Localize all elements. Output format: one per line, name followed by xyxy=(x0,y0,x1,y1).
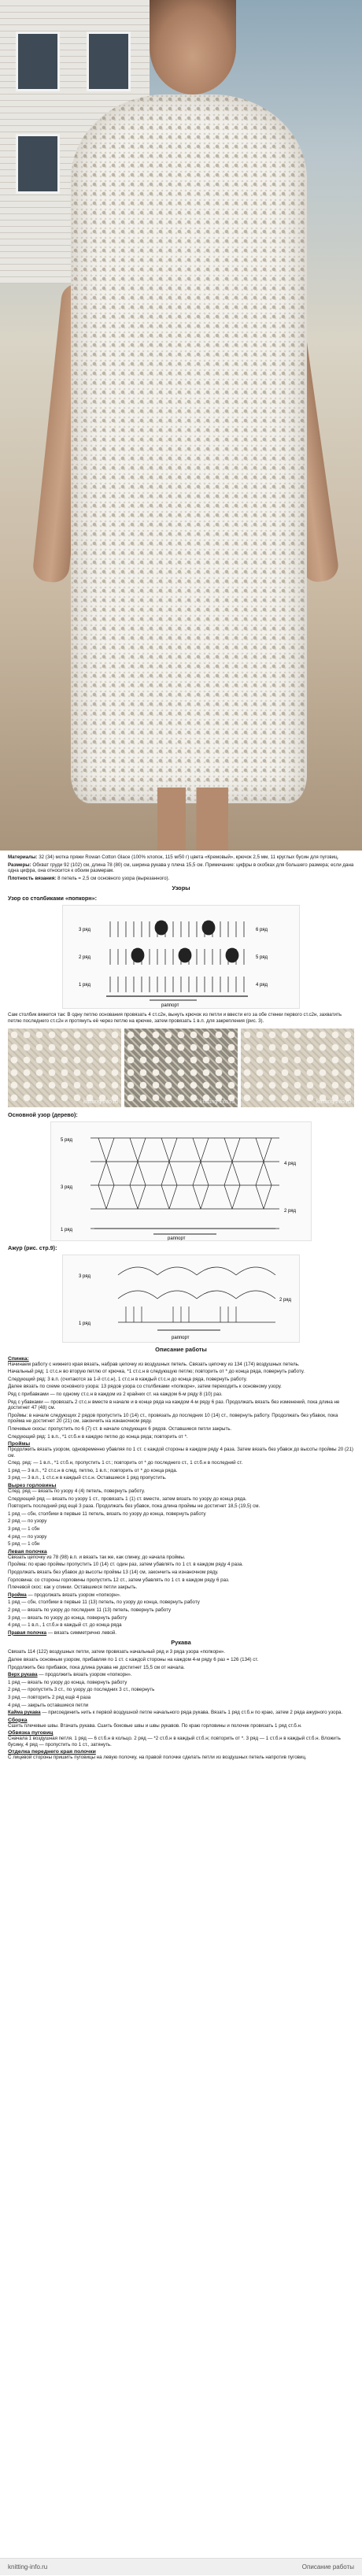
row-label: 1 ряд xyxy=(79,983,91,988)
buttons-text: Сначала 1 воздушная петля. 1 ряд — 6 ст.б.н в кольцо. 2 ряд — *2 ст.б.н в каждый ст.б.н; повторить от *. 3 ряд — 1 ст.б.н в каждый ст.б.н. Вложить бусину, 4 ряд — пропустить по 1 ст., затянуть. xyxy=(8,1736,341,1748)
model-head xyxy=(150,0,236,95)
row-list-item: 4 ряд — по узору xyxy=(8,1533,47,1540)
row-list-item: 3 ряд — повторить 2 ряд ещё 4 раза xyxy=(8,1694,91,1700)
patterns-heading: Узоры xyxy=(172,884,190,892)
shaping-text: Ряд с прибавками — по одному ст.с.н в каждом из 2 крайних ст. на каждом 6-м ряду 8 (10) раз. xyxy=(8,1391,223,1397)
shaping-text: Проймы: в начале следующих 2 рядов пропустить 10 (14) ст., провязать до последних 10 (14) ст., повернуть работу. Продолжать без убавок, пока пройма не достигнет 20 (21) см, закончить на изнаночном ряду. xyxy=(8,1412,338,1425)
left-front-text: Продолжать вязать без убавок до высоты проймы 13 (14) см, закончить на изнаночном ряду. xyxy=(8,1570,219,1575)
row-label: 3 ряд xyxy=(79,928,91,933)
front-edge-text: С лицевой стороны пришить пуговицы на левую полочку, на правой полочке сделать петли из воздушных петель напротив пуговиц. xyxy=(8,1755,307,1761)
back-text: Следующий ряд: 3 в.п. (считаются за 1-й ст.с.н), 1 ст.с.н в каждый ст.с.н до конца ряда, повернуть работу. xyxy=(8,1376,247,1382)
footer-site[interactable]: knitting-info.ru xyxy=(8,2563,48,2570)
pattern-ajour-title: Ажур (рис. стр.9): xyxy=(8,1244,57,1251)
row-label: 5 ряд xyxy=(256,955,268,961)
left-front-heading: Левая полочка xyxy=(8,1548,47,1555)
ajour-diagram xyxy=(62,1255,300,1343)
shaping-text: Плечевые скосы: пропустить по 6 (7) ст. в начале следующих 6 рядов. Оставшиеся петли закрыть. xyxy=(8,1425,232,1432)
pattern-document xyxy=(0,854,362,2575)
row-list-item: 1 ряд — вязать по узору до конца, повернуть работу xyxy=(8,1679,127,1685)
armhole-heading: Проймы xyxy=(8,1441,31,1447)
sleeve-text: Продолжить без прибавок, пока длина рукава не достигнет 15,5 см от начала. xyxy=(8,1664,185,1670)
front-edge-heading: Отделка переднего края полочки xyxy=(8,1749,96,1755)
materials-line: Материалы: 32 (34) мотка пряжи Rowan Cotton Glace (100% хлопок, 115 м/50 г) цвета «Кремовый», крючок 2,5 мм, 11 круглых бусин для пуговиц. xyxy=(8,854,339,860)
neckline-text: Повторить последний ряд ещё 3 раза. Продолжать без убавок, пока длина проймы не достигнет 18,5 (19,5) см. xyxy=(8,1503,260,1510)
rapport-label: раппорт xyxy=(161,1003,179,1009)
buttons-heading: Обвязка пуговиц xyxy=(8,1730,54,1736)
row-label: 5 ряд xyxy=(61,1137,73,1143)
house-window xyxy=(16,32,60,91)
armhole-text: Продолжить вязать узором, одновременно убавляя по 1 ст. с каждой стороны в каждом ряду 4 раза. Затем вязать без убавок до высоты проймы 20 (21) см. xyxy=(8,1447,353,1458)
left-front-text: Плечевой скос: как у спинки. Оставшиеся петли закрыть. xyxy=(8,1585,138,1591)
model-photo xyxy=(0,0,362,851)
sleeve-top-line: Верх рукава — продолжить вязать узором «попкорн». xyxy=(8,1672,132,1678)
popcorn-instructions: Сам столбик вяжется так: В одну петлю основания провязать 4 ст.с2н, вынуть крючок из петли и ввести его за обе стенки первого ст.с2н, захватить петлю последнего ст.с2н и протянуть её через петлю на крючке, затем провязать 1 в.п. для закрепления (рис. 3). xyxy=(8,1012,342,1024)
ajour-chart-svg xyxy=(63,1255,299,1342)
row-label: 2 ряд xyxy=(279,1297,292,1303)
row-label: 1 ряд xyxy=(61,1227,73,1232)
row-label: 4 ряд xyxy=(284,1161,297,1166)
row-list-item: 5 ряд — 1 сбн xyxy=(8,1541,40,1547)
row-list-item: 3 ряд — 1 сбн xyxy=(8,1526,40,1533)
popcorn-diagram xyxy=(62,905,300,1009)
row-label: 1 ряд xyxy=(79,1321,91,1326)
armhole-text: 1 ряд — 3 в.п., *2 ст.с.н в след. петлю, 1 в.п.; повторить от * до конца ряда. xyxy=(8,1467,178,1473)
row-list-item: 4 ряд — 1 в.п., 1 ст.б.н в каждый ст. до конца ряда xyxy=(8,1622,122,1629)
neckline-text: Следующий ряд — вязать по узору 1 ст., провязать 1 (1) ст. вместе, затем вязать по узору до конца ряда. xyxy=(8,1496,247,1502)
right-front-line: Правая полочка — вязать симметрично левой. xyxy=(8,1629,116,1636)
row-label: 6 ряд xyxy=(256,928,268,933)
neckline-text: След. ряд — вязать по узору 4 (4) петель, повернуть работу. xyxy=(8,1488,146,1495)
row-list-item: 1 ряд — сбн, столбики в первые 11 (13) петель, по узору до конца, повернуть работу xyxy=(8,1599,200,1606)
assembly-text: Сшить плечевые швы. Втачать рукава. Сшить боковые швы и швы рукавов. По краю горловины и полочек провязать 1 ряд ст.б.н. xyxy=(8,1722,302,1729)
row-note: Следующий ряд: 1 в.п., *1 ст.б.н в каждую петлю до конца ряда; повторить от *. xyxy=(8,1433,188,1440)
technique-photo: knitting-info.ru xyxy=(241,1029,354,1107)
pattern-main-title: Основной узор (дерево): xyxy=(8,1110,78,1118)
row-label: 4 ряд xyxy=(256,983,268,988)
armhole-text: След. ряд: — 1 в.п., *1 ст.б.н, пропустить 1 ст.; повторить от * до последнего ст., 1 ст.б.н в последний ст. xyxy=(8,1460,243,1466)
pattern-popcorn-title: Узор со столбиками «попкорн»: xyxy=(8,895,98,903)
left-front-text: Горловина: со стороны горловины пропустить 12 ст., затем убавлять по 1 ст. в каждом ряду 6 раз. xyxy=(8,1577,230,1583)
row-label: 3 ряд xyxy=(79,1273,91,1279)
footer-section: Описание работы xyxy=(301,2563,354,2570)
model-legs xyxy=(157,788,228,851)
row-list-item: 2 ряд — вязать по узору до последних 11 (13) петель, повернуть работу xyxy=(8,1607,172,1613)
technique-photos xyxy=(8,1029,354,1107)
back-heading: Спинка: xyxy=(8,1355,29,1362)
row-label: 3 ряд xyxy=(61,1184,73,1190)
density-line: Плотность вязания: 8 петель = 2,5 см основного узора (вырезанного). xyxy=(8,875,170,881)
popcorn-chart-svg xyxy=(63,906,299,1008)
technique-photo: knitting-info.ru xyxy=(124,1029,238,1107)
row-label: 2 ряд xyxy=(284,1208,297,1214)
rapport-label: раппорт xyxy=(172,1335,190,1340)
back-text: Начальный ряд: 1 ст.с.н во вторую петлю от крючка, *1 ст.с.н в следующую петлю; повторить от * до конца ряда, повернуть работу. xyxy=(8,1369,305,1375)
armhole-popcorn-line: Пройма — продолжать вязать узором «попкорн». xyxy=(8,1592,121,1598)
row-list-item: 2 ряд — пропустить 3 ст., по узору до последних 3 ст., повернуть xyxy=(8,1687,155,1693)
house-window xyxy=(87,32,131,91)
rapport-label: раппорт xyxy=(168,1236,186,1240)
sleeve-edge-line: Кайма рукава — присоединить нить к первой воздушной петле начального ряда рукава. Вязать 1 ряд ст.б.н по краю, затем 2 ряда ажурного узора. xyxy=(8,1710,343,1716)
row-list-item: 4 ряд — закрыть оставшиеся петли xyxy=(8,1702,89,1708)
row-list-item: 2 ряд — по узору xyxy=(8,1518,47,1525)
size-line: Размеры: Обхват груди 92 (102) см, длина 78 (80) см, ширина рукава у плеча 15,5 см. Примечание: цифры в скобках для большего размера; если дана одна цифра, она относится к обоим размерам. xyxy=(8,862,354,874)
row-label: 2 ряд xyxy=(79,955,91,961)
main-pattern-diagram xyxy=(50,1121,312,1241)
left-front-text: Связать цепочку из 78 (98) в.п. и вязать так же, как спинку, до начала проймы. xyxy=(8,1554,186,1560)
assembly-heading: Сборка xyxy=(8,1717,28,1723)
house-window xyxy=(16,134,60,194)
neckline-heading: Вырез горловины xyxy=(8,1483,57,1489)
back-text: Далее вязать по схеме основного узора: 13 рядов узора со столбиками «попкорн», затем переходить к основному узору. xyxy=(8,1384,282,1390)
crochet-dress xyxy=(71,95,307,803)
armhole-text: 3 ряд — 3 в.п., 1 ст.с.н в каждый ст.с.н. Оставшиеся 1 ряд пропустить. xyxy=(8,1475,167,1481)
row-list-item: 1 ряд — сбн, столбики в первые 11 петель, вязать по узору до конца, повернуть работу xyxy=(8,1510,206,1517)
main-chart-svg xyxy=(51,1122,311,1240)
sleeves-heading: Рукава xyxy=(171,1639,191,1647)
description-heading: Описание работы xyxy=(155,1345,207,1353)
sleeve-text: Связать 114 (122) воздушных петли, затем провязать начальный ряд и 3 ряда узора «попкорн». xyxy=(8,1649,226,1655)
shaping-text: Ряд с убавками — провязать 2 ст.с.н вместе в начале и в конце ряда на каждом 4-м ряду 6 раз. Продолжать вязать без изменений, пока длина не достигнет 47 (48) см. xyxy=(8,1399,340,1411)
sleeve-text: Далее вязать основным узором, прибавляя по 1 ст. с каждой стороны на каждом 4-м ряду 6 раз = 126 (134) ст. xyxy=(8,1656,259,1662)
left-front-text: Пройма: по краю проймы пропустить 10 (14) ст. один раз, затем убавлять по 1 ст. в каждом ряду 4 раза. xyxy=(8,1562,243,1568)
technique-photo: knitting-info.ru xyxy=(8,1029,121,1107)
back-text: Начинаем работу с нижнего края вязать, набрав цепочку из воздушных петель. Связать цепочку из 134 (174) воздушных петель. xyxy=(8,1361,300,1367)
row-list-item: 3 ряд — вязать по узору до конца, повернуть работу xyxy=(8,1614,127,1621)
page-footer xyxy=(0,2558,362,2575)
